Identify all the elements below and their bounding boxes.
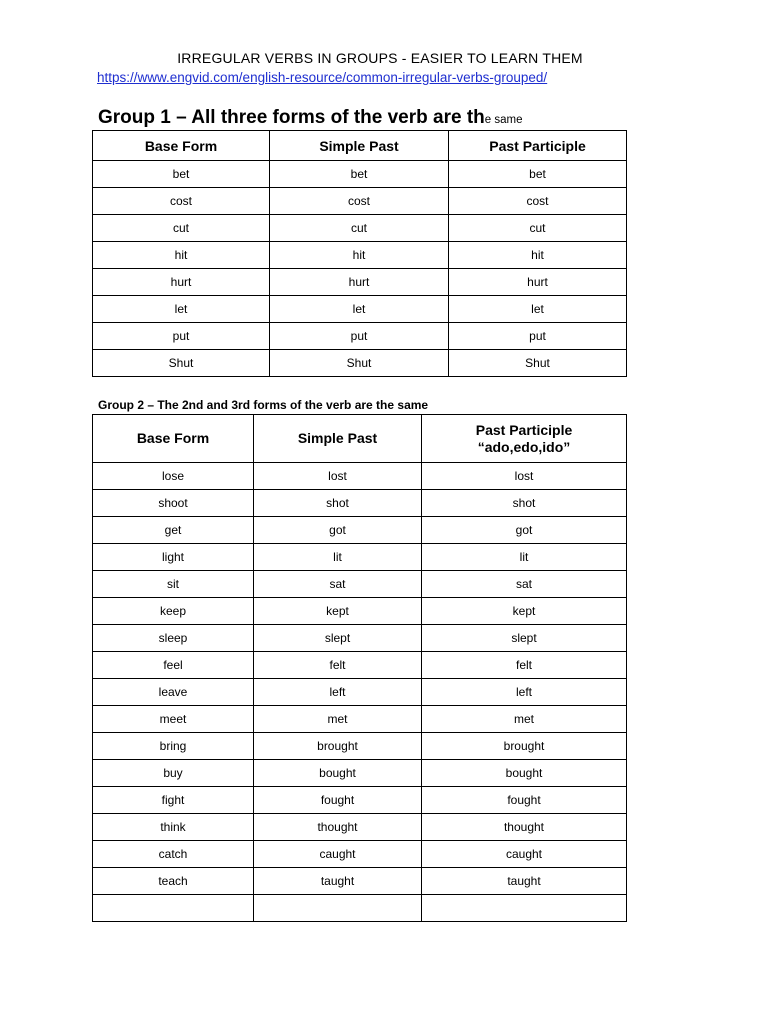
base-form-cell: cost (93, 188, 270, 215)
base-form-cell: think (93, 814, 254, 841)
simple-past-cell: put (270, 323, 449, 350)
simple-past-cell: shot (254, 490, 422, 517)
base-form-cell: hurt (93, 269, 270, 296)
column-header-past-participle: Past Participle (449, 131, 627, 161)
base-form-cell: sleep (93, 625, 254, 652)
column-header-base-form: Base Form (93, 415, 254, 463)
simple-past-cell: kept (254, 598, 422, 625)
simple-past-cell: hit (270, 242, 449, 269)
table-row (93, 350, 627, 377)
table-row (93, 269, 627, 296)
base-form-cell: lose (93, 463, 254, 490)
simple-past-cell: thought (254, 814, 422, 841)
past-participle-cell: left (422, 679, 627, 706)
past-participle-cell: thought (422, 814, 627, 841)
simple-past-cell: left (254, 679, 422, 706)
past-participle-cell: lost (422, 463, 627, 490)
table-row (93, 188, 627, 215)
past-participle-cell: brought (422, 733, 627, 760)
simple-past-cell: slept (254, 625, 422, 652)
table-row (93, 787, 627, 814)
group1-header-row (93, 131, 627, 161)
simple-past-cell: caught (254, 841, 422, 868)
group1-heading (98, 107, 522, 129)
simple-past-cell: lit (254, 544, 422, 571)
base-form-cell: get (93, 517, 254, 544)
past-participle-cell: met (422, 706, 627, 733)
past-participle-cell: got (422, 517, 627, 544)
table-row (93, 571, 627, 598)
simple-past-cell: fought (254, 787, 422, 814)
past-participle-cell: fought (422, 787, 627, 814)
past-participle-cell: cut (449, 215, 627, 242)
simple-past-cell: met (254, 706, 422, 733)
past-participle-cell: let (449, 296, 627, 323)
past-participle-label: Past Participle (475, 421, 573, 438)
past-participle-cell: hit (449, 242, 627, 269)
table-row (93, 895, 627, 922)
simple-past-cell: bought (254, 760, 422, 787)
table-row (93, 760, 627, 787)
simple-past-cell: cut (270, 215, 449, 242)
base-form-cell: hit (93, 242, 270, 269)
past-participle-cell: shot (422, 490, 627, 517)
page-title: IRREGULAR VERBS IN GROUPS - EASIER TO LEARN THEM (177, 50, 583, 66)
base-form-cell: leave (93, 679, 254, 706)
table-row (93, 544, 627, 571)
table-row (93, 161, 627, 188)
past-participle-cell: kept (422, 598, 627, 625)
table-row (93, 652, 627, 679)
simple-past-cell: sat (254, 571, 422, 598)
simple-past-cell: got (254, 517, 422, 544)
base-form-cell: teach (93, 868, 254, 895)
column-header-base-form: Base Form (93, 131, 270, 161)
base-form-cell: put (93, 323, 270, 350)
group1-heading-main: Group 1 – All three forms of the verb are th (98, 107, 485, 128)
past-participle-cell: caught (422, 841, 627, 868)
base-form-cell: meet (93, 706, 254, 733)
group2-table (92, 414, 627, 922)
base-form-cell: let (93, 296, 270, 323)
simple-past-cell: bet (270, 161, 449, 188)
base-form-cell: keep (93, 598, 254, 625)
table-row (93, 733, 627, 760)
table-row (93, 296, 627, 323)
past-participle-cell: put (449, 323, 627, 350)
column-header-past-participle (422, 415, 627, 463)
table-row (93, 625, 627, 652)
past-participle-cell: felt (422, 652, 627, 679)
base-form-cell: shoot (93, 490, 254, 517)
past-participle-cell (422, 895, 627, 922)
simple-past-cell: taught (254, 868, 422, 895)
base-form-cell: bet (93, 161, 270, 188)
simple-past-cell: felt (254, 652, 422, 679)
past-participle-cell: cost (449, 188, 627, 215)
table-row (93, 517, 627, 544)
past-participle-endings: “ado,edo,ido” (477, 438, 571, 455)
past-participle-cell: Shut (449, 350, 627, 377)
base-form-cell: cut (93, 215, 270, 242)
table-row (93, 706, 627, 733)
group1-heading-tail: e same (484, 114, 523, 126)
group1-table (92, 130, 627, 377)
column-header-simple-past: Simple Past (254, 415, 422, 463)
past-participle-cell: slept (422, 625, 627, 652)
base-form-cell: Shut (93, 350, 270, 377)
group2-heading: Group 2 – The 2nd and 3rd forms of the verb are the same (98, 398, 429, 412)
simple-past-cell (254, 895, 422, 922)
table-row (93, 242, 627, 269)
group2-header-row (93, 415, 627, 463)
past-participle-cell: lit (422, 544, 627, 571)
past-participle-cell: bet (449, 161, 627, 188)
table-row (93, 679, 627, 706)
source-link[interactable]: https://www.engvid.com/english-resource/common-irregular-verbs-grouped/ (97, 70, 548, 85)
base-form-cell: fight (93, 787, 254, 814)
table-row (93, 323, 627, 350)
base-form-cell: bring (93, 733, 254, 760)
base-form-cell: sit (93, 571, 254, 598)
base-form-cell: light (93, 544, 254, 571)
simple-past-cell: cost (270, 188, 449, 215)
past-participle-cell: hurt (449, 269, 627, 296)
simple-past-cell: let (270, 296, 449, 323)
past-participle-cell: taught (422, 868, 627, 895)
simple-past-cell: lost (254, 463, 422, 490)
base-form-cell: catch (93, 841, 254, 868)
base-form-cell (93, 895, 254, 922)
table-row (93, 490, 627, 517)
table-row (93, 598, 627, 625)
simple-past-cell: brought (254, 733, 422, 760)
column-header-simple-past: Simple Past (270, 131, 449, 161)
simple-past-cell: Shut (270, 350, 449, 377)
table-row (93, 841, 627, 868)
past-participle-cell: sat (422, 571, 627, 598)
base-form-cell: feel (93, 652, 254, 679)
simple-past-cell: hurt (270, 269, 449, 296)
base-form-cell: buy (93, 760, 254, 787)
table-row (93, 463, 627, 490)
past-participle-cell: bought (422, 760, 627, 787)
table-row (93, 814, 627, 841)
table-row (93, 868, 627, 895)
table-row (93, 215, 627, 242)
